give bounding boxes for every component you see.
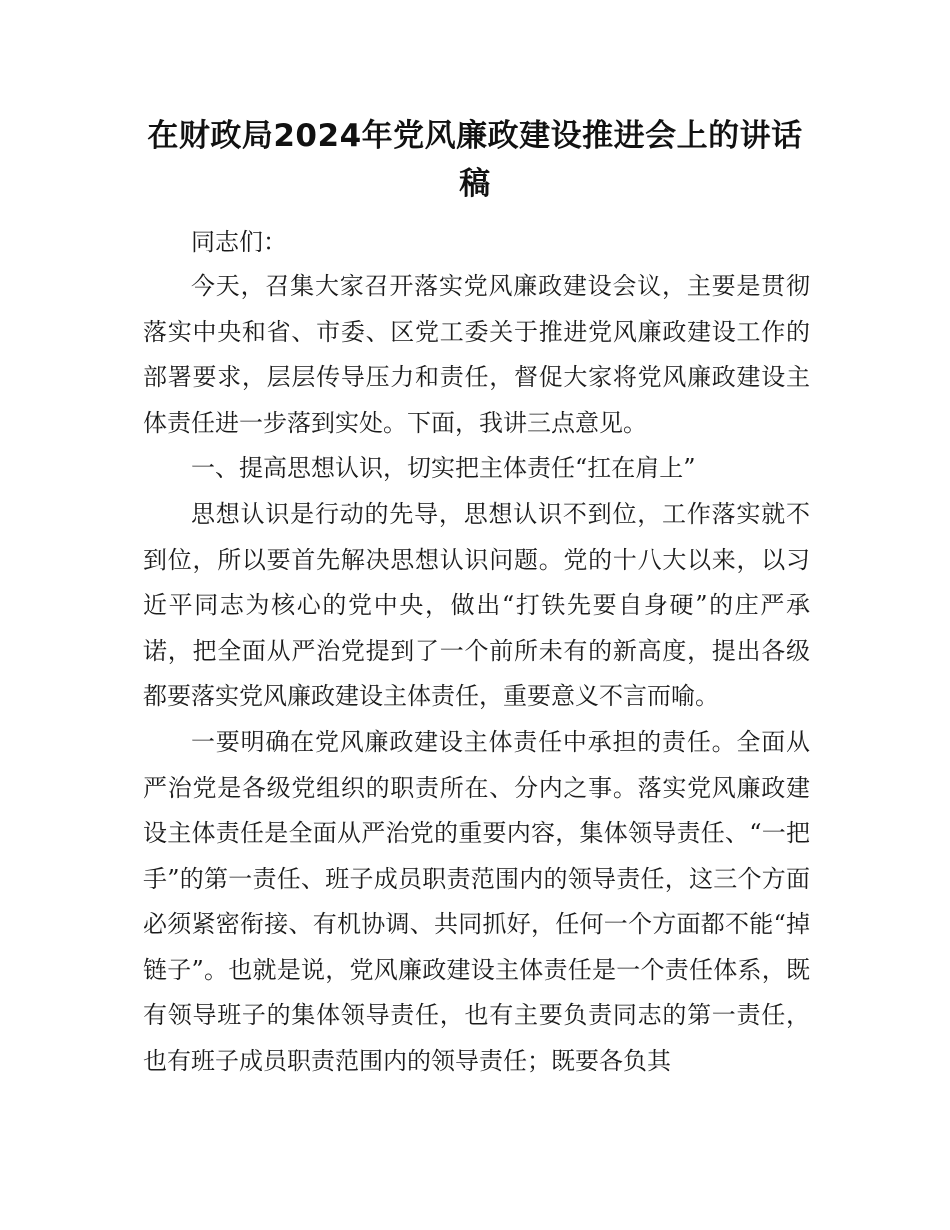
paragraph-intro: 今天，召集大家召开落实党风廉政建设会议，主要是贯彻落实中央和省、市委、区党工委关于推进党风廉政建设工作的部署要求，层层传导压力和责任，督促大家将党风廉政建设主体责任进一步落到实处。下面，我讲三点意见。 [143, 272, 810, 437]
paragraph-thinking: 思想认识是行动的先导，思想认识不到位，工作落实就不到位，所以要首先解决思想认识问题。党的十八大以来，以习近平同志为核心的党中央，做出“打铁先要自身硬”的庄严承诺，把全面从严治党提到了一个前所未有的新高度，提出各级都要落实党风廉政建设主体责任，重要意义不言而喻。 [143, 500, 810, 710]
document-title: 在财政局2024年党风廉政建设推进会上的讲话稿 [147, 118, 803, 202]
section-heading-1: 一、提高思想认识，切实把主体责任“扛在肩上” [191, 454, 696, 482]
greeting: 同志们： [191, 228, 287, 256]
paragraph-responsibility: 一要明确在党风廉政建设主体责任中承担的责任。全面从严治党是各级党组织的职责所在、分内之事。落实党风廉政建设主体责任是全面从严治党的重要内容，集体领导责任、“一把手”的第一责任、班子成员职责范围内的领导责任，这三个方面必须紧密衔接、有机协调、共同抓好，任何一个方面都不能“掉链子”。也就是说，党风廉政建设主体责任是一个责任体系，既有领导班子的集体领导责任，也有主要负责同志的第一责任，也有班子成员职责范围内的领导责任；既要各负其 [143, 728, 810, 1075]
